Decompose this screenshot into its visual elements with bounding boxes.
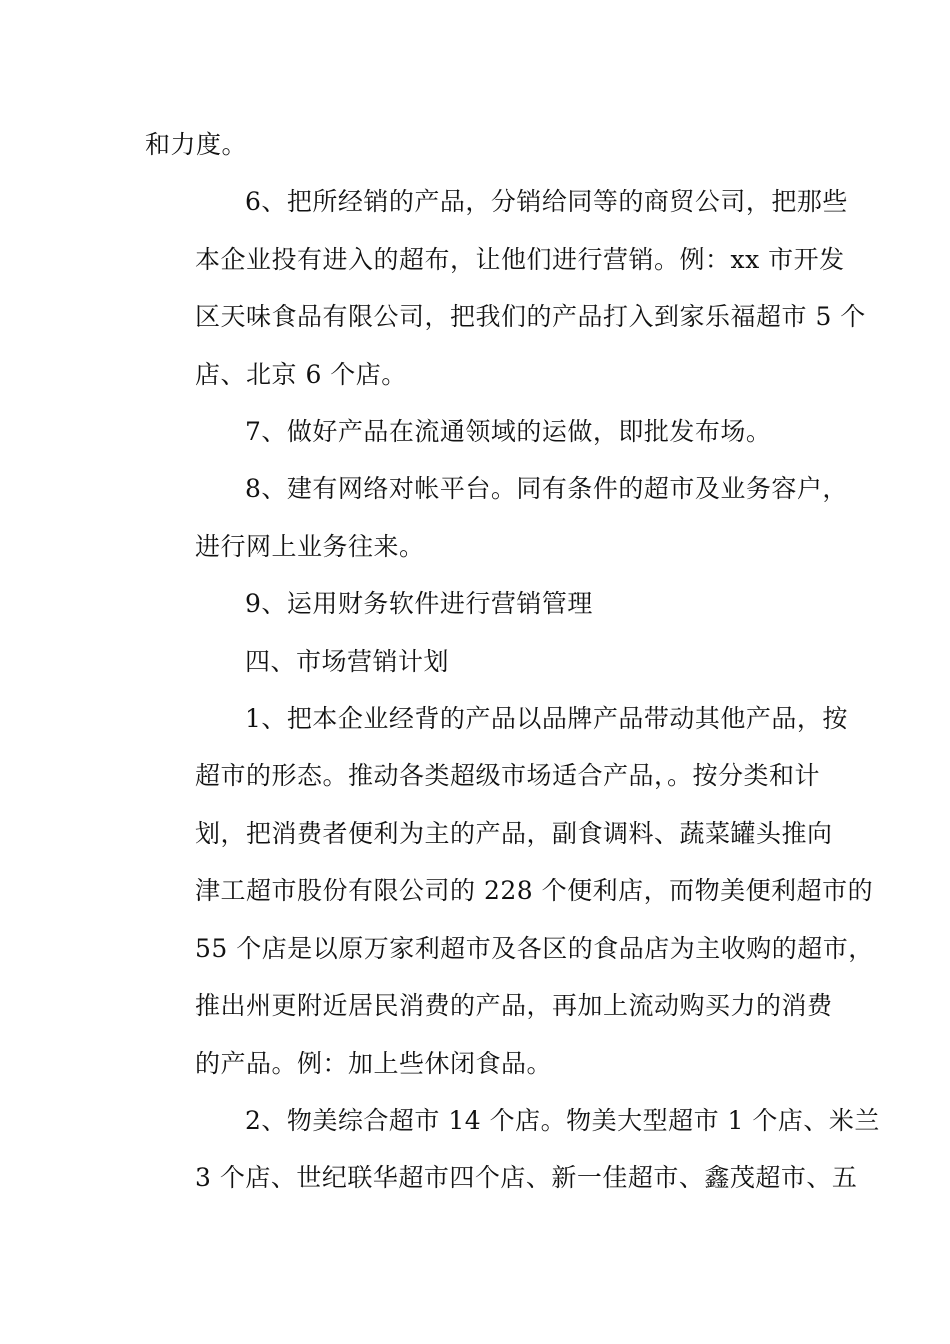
text-line: 进行网上业务往来。 — [195, 531, 425, 561]
paragraph-item-8 — [145, 460, 848, 575]
section-heading — [145, 633, 825, 690]
text-line: 2、物美综合超市 14 个店。物美大型超市 1 个店、米兰 — [245, 1105, 880, 1135]
paragraph-plan-2 — [145, 1092, 880, 1207]
text-line: 1、把本企业经背的产品以品牌产品带动其他产品，按 — [245, 704, 848, 734]
text-line: 超市的形态。推动各类超级市场适合产品，。按分类和计 — [195, 761, 821, 791]
paragraph-item-9 — [145, 575, 825, 632]
text-line: 7、做好产品在流通领域的运做，即批发布场。 — [245, 417, 772, 447]
text-line: 55 个店是以原万家利超市及各区的食品店为主收购的超市， — [195, 933, 874, 963]
paragraph-item-7 — [145, 403, 825, 460]
text-line: 6、把所经销的产品，分销给同等的商贸公司，把那些 — [245, 187, 848, 217]
text-line: 的产品。例：加上些休闭食品。 — [195, 1048, 553, 1078]
text-line: 3 个店、世纪联华超市四个店、新一佳超市、鑫茂超市、五 — [195, 1163, 858, 1193]
text-line: 津工超市股份有限公司的 228 个便利店，而物美便利超市的 — [195, 876, 874, 906]
text-line: 和力度。 — [145, 130, 248, 159]
text-line: 推出州更附近居民消费的产品，再加上流动购买力的消费 — [195, 991, 833, 1021]
text-line: 划，把消费者便利为主的产品，副食调料、蔬菜罐头推向 — [195, 818, 833, 848]
text-line: 8、建有网络对帐平台。同有条件的超市及业务容户， — [245, 474, 848, 504]
paragraph-1 — [145, 116, 825, 173]
text-line: 区天味食品有限公司，把我们的产品打入到家乐福超市 5 个 — [195, 302, 866, 332]
paragraph-plan-1 — [145, 690, 874, 1092]
text-line: 9、运用财务软件进行营销管理 — [245, 589, 593, 619]
section-title: 四、市场营销计划 — [245, 646, 450, 676]
paragraph-item-6 — [145, 173, 866, 403]
text-line: 店、北京 6 个店。 — [195, 359, 407, 389]
document-body — [145, 116, 880, 1207]
text-line: 本企业投有进入的超布，让他们进行营销。例：xx 市开发 — [195, 244, 845, 274]
